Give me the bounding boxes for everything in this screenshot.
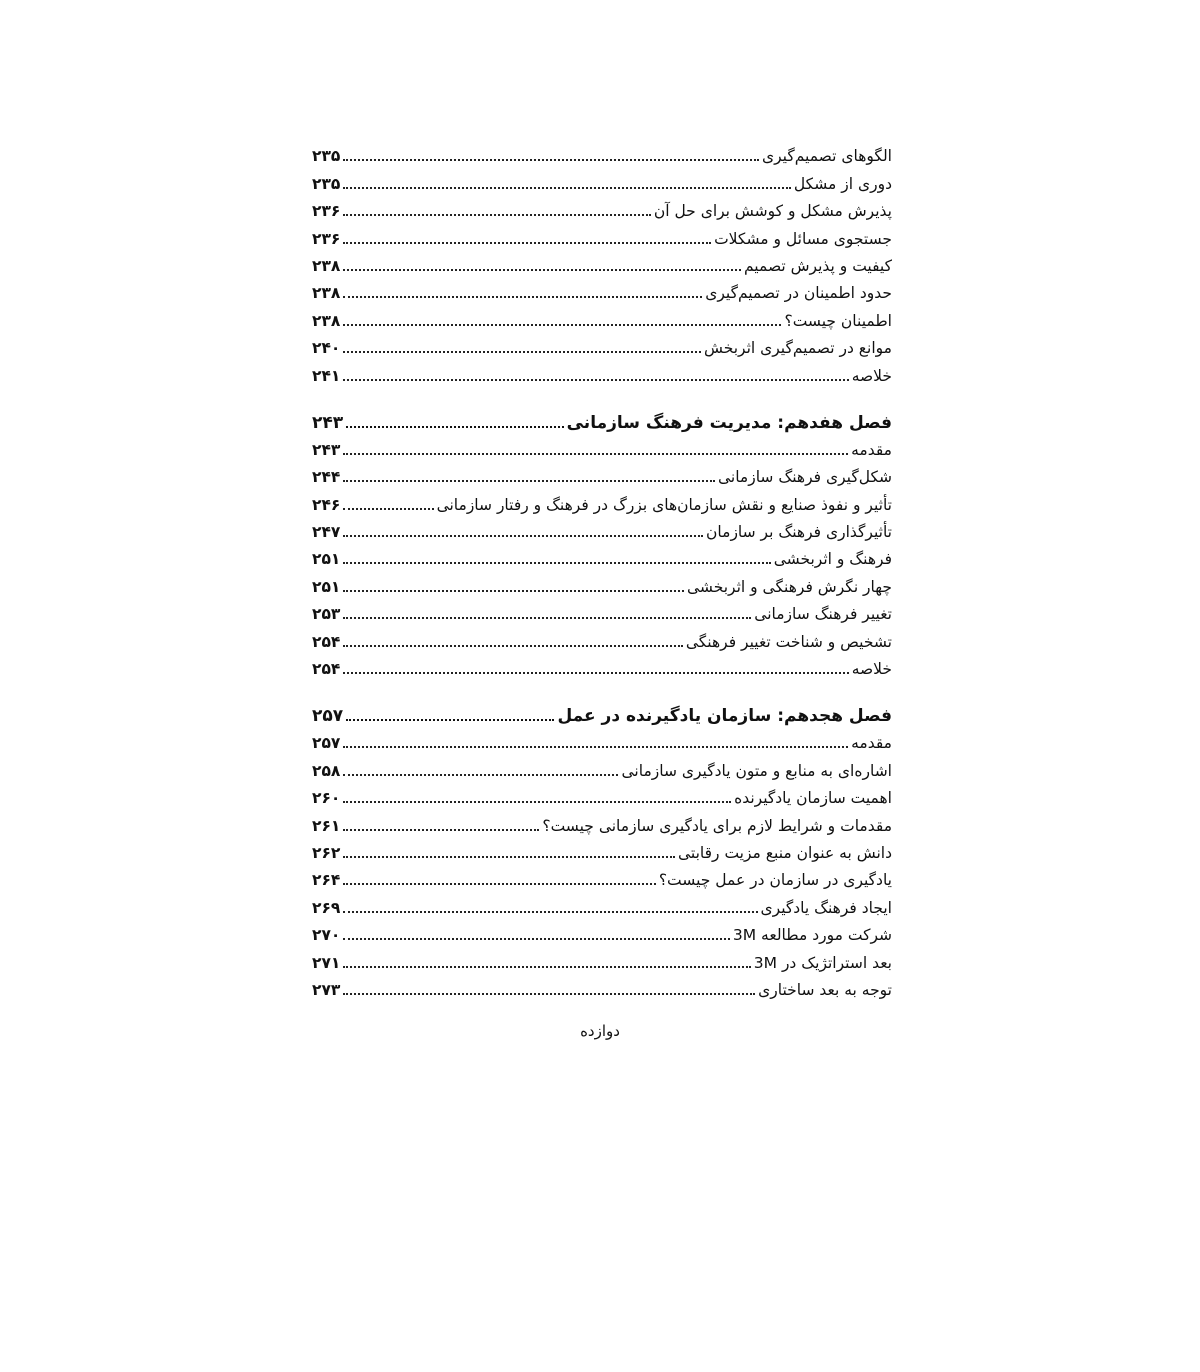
toc-entry[interactable] [312,652,892,679]
toc-entry-title: یادگیری در سازمان در عمل چیست؟ [658,871,892,890]
dot-leader [346,426,563,428]
toc-entry[interactable] [312,808,892,835]
toc-entry-title: مقدمه [851,440,892,459]
toc-entry[interactable] [312,303,892,330]
toc-entry[interactable] [312,890,892,917]
toc-entry-page: ۲۳۸ [312,256,341,275]
toc-entry[interactable] [312,460,892,487]
toc-entry-title: اهمیت سازمان یادگیرنده [734,789,892,808]
dot-leader [343,535,703,537]
chapter-title: فصل هجدهم: سازمان یادگیرنده در عمل [557,706,892,727]
toc-entry[interactable] [312,358,892,385]
dot-leader [343,856,675,858]
toc-entry-title: موانع در تصمیم‌گیری اثربخش [703,339,892,358]
dot-leader [343,508,433,510]
chapter-page: ۲۵۷ [312,706,344,727]
toc-entry[interactable] [312,542,892,569]
toc-entry-title: فرهنگ و اثربخشی [773,550,892,569]
toc-entry[interactable] [312,863,892,890]
dot-leader [343,645,682,647]
dot-leader [343,562,770,564]
toc-chapter-heading[interactable] [312,405,892,433]
page-number-footer: دوازده [580,1022,620,1040]
dot-leader [343,159,759,161]
toc-entry[interactable] [312,487,892,514]
toc-entry-title: جستجوی مسائل و مشکلات [714,229,892,248]
toc-entry-title: الگوهای تصمیم‌گیری [761,147,892,166]
toc-entry[interactable] [312,726,892,753]
toc-entry-page: ۲۷۱ [312,953,341,972]
toc-entry-title: توجه به بعد ساختاری [758,980,892,999]
toc-entry-title: بعد استراتژیک در 3M [753,953,892,972]
toc-entry-page: ۲۵۴ [312,660,341,679]
toc-entry-page: ۲۵۱ [312,577,341,596]
toc-entry-title: پذیرش مشکل و کوشش برای حل آن [653,202,892,221]
toc-entry[interactable] [312,221,892,248]
toc-entry-page: ۲۵۷ [312,734,341,753]
toc-entry-page: ۲۳۶ [312,229,341,248]
dot-leader [343,214,650,216]
toc-entry[interactable] [312,249,892,276]
toc-entry-title: تأثیرگذاری فرهنگ بر سازمان [706,523,892,542]
toc-entry-page: ۲۷۳ [312,980,341,999]
toc-entry[interactable] [312,781,892,808]
dot-leader [343,269,741,271]
toc-entry-title: چهار نگرش فرهنگی و اثربخشی [686,577,892,596]
toc-entry-title: اشاره‌ای به منابع و متون یادگیری سازمانی [621,761,892,780]
dot-leader [343,351,701,353]
toc-chapter-heading[interactable] [312,698,892,726]
toc-entry[interactable] [312,836,892,863]
toc-entry-title: ایجاد فرهنگ یادگیری [760,898,892,917]
toc-entry-page: ۲۷۰ [312,926,341,945]
toc-entry-title: تغییر فرهنگ سازمانی [754,605,892,624]
toc-entry-page: ۲۶۴ [312,871,341,890]
toc-entry[interactable] [312,945,892,972]
dot-leader [343,324,781,326]
dot-leader [343,242,711,244]
dot-leader [343,966,750,968]
toc-entry[interactable] [312,166,892,193]
toc-entry[interactable] [312,139,892,166]
toc-entry[interactable] [312,973,892,1000]
chapter-title: فصل هفدهم: مدیریت فرهنگ سازمانی [566,412,892,433]
dot-leader [343,453,848,455]
toc-entry-page: ۲۵۴ [312,632,341,651]
toc-entry[interactable] [312,918,892,945]
toc-entry[interactable] [312,276,892,303]
toc-entry-title: خلاصه [851,366,892,385]
toc-entry-page: ۲۳۵ [312,147,341,166]
dot-leader [343,746,848,748]
toc-entry-title: کیفیت و پذیرش تصمیم [743,256,892,275]
toc-entry[interactable] [312,515,892,542]
toc-entry-page: ۲۴۴ [312,468,341,487]
toc-entry[interactable] [312,597,892,624]
toc-entry-page: ۲۴۳ [312,440,341,459]
dot-leader [343,883,655,885]
toc-entry-title: دانش به عنوان منبع مزیت رقابتی [678,843,892,862]
toc-entry-title: مقدمات و شرایط لازم برای یادگیری سازمانی چیست؟ [542,816,892,835]
toc-entry-page: ۲۶۹ [312,898,341,917]
dot-leader [343,296,702,298]
toc-entry-page: ۲۳۵ [312,174,341,193]
dot-leader [343,774,618,776]
dot-leader [343,801,731,803]
toc-entry-page: ۲۳۸ [312,311,341,330]
dot-leader [343,480,715,482]
dot-leader [343,590,684,592]
dot-leader [343,938,729,940]
toc-entry[interactable] [312,624,892,651]
toc-entry-title: تشخیص و شناخت تغییر فرهنگی [685,632,892,651]
toc-entry-title: مقدمه [851,734,892,753]
dot-leader [343,993,755,995]
dot-leader [343,829,539,831]
toc-entry-title: اطمینان چیست؟ [784,311,892,330]
toc-entry[interactable] [312,753,892,780]
toc-entry[interactable] [312,331,892,358]
section-spacer [312,386,892,405]
dot-leader [343,617,751,619]
toc-entry-page: ۲۶۲ [312,843,341,862]
toc-entry-title: شرکت مورد مطالعه 3M [732,926,892,945]
chapter-page: ۲۴۳ [312,412,344,433]
toc-entry-page: ۲۵۸ [312,761,341,780]
toc-entry-title: دوری از مشکل [793,174,892,193]
toc-entry-title: تأثیر و نفوذ صنایع و نقش سازمان‌های بزرگ در فرهنگ و رفتار سازمانی [436,495,892,514]
toc-entry[interactable] [312,569,892,596]
table-of-contents [312,139,892,1000]
toc-entry-page: ۲۶۱ [312,816,341,835]
dot-leader [343,379,848,381]
toc-entry[interactable] [312,433,892,460]
dot-leader [343,911,757,913]
toc-entry[interactable] [312,194,892,221]
toc-entry-title: خلاصه [851,660,892,679]
toc-entry-page: ۲۴۱ [312,366,341,385]
toc-entry-page: ۲۴۶ [312,495,341,514]
toc-entry-page: ۲۳۸ [312,284,341,303]
toc-entry-title: شکل‌گیری فرهنگ سازمانی [717,468,892,487]
toc-entry-page: ۲۴۰ [312,339,341,358]
toc-entry-page: ۲۴۷ [312,523,341,542]
toc-entry-title: حدود اطمینان در تصمیم‌گیری [705,284,892,303]
section-spacer [312,679,892,698]
toc-entry-page: ۲۳۶ [312,202,341,221]
toc-entry-page: ۲۵۳ [312,605,341,624]
dot-leader [346,719,554,721]
dot-leader [343,187,791,189]
toc-entry-page: ۲۶۰ [312,789,341,808]
dot-leader [343,672,848,674]
toc-entry-page: ۲۵۱ [312,550,341,569]
